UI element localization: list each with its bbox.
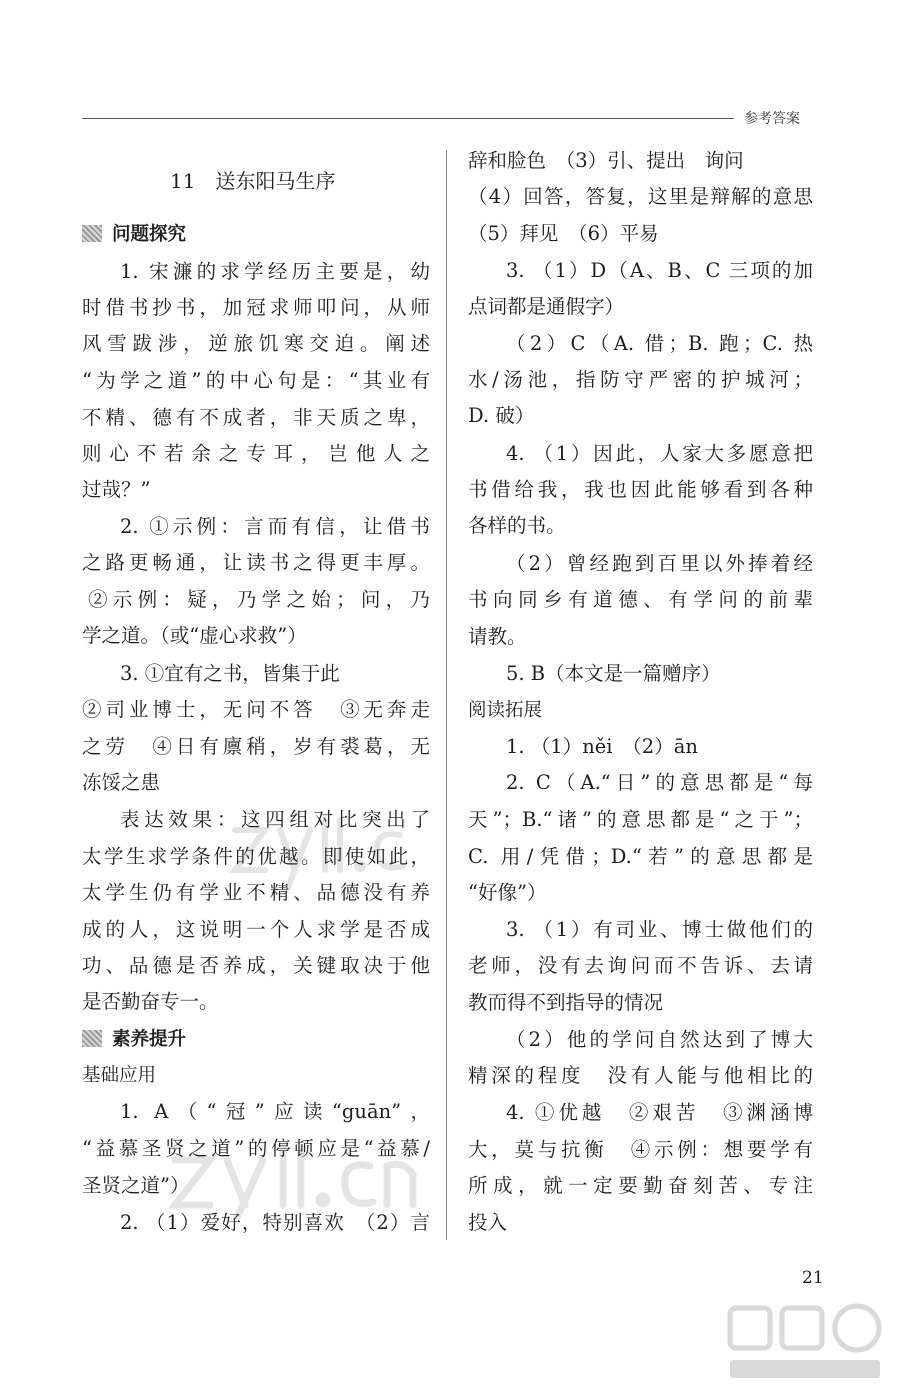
heading-literacy-improvement [82, 1024, 430, 1056]
answer-line: “益慕圣贤之道”的停顿应是“益慕/ [82, 1137, 430, 1160]
answer-line: 4. ①优越 ②艰苦 ③渊涵博 [506, 1101, 813, 1124]
answer-line: C. 用/凭借；D.“若”的意思都是 [468, 845, 813, 868]
answer-line: 点词都是通假字） [468, 295, 625, 318]
answer-line: 1. A（“冠”应读“guān”， [120, 1100, 430, 1123]
answer-line: 精深的程度 没有人能与他相比的 [468, 1064, 813, 1087]
answer-line: 1. 宋濂的求学经历主要是，幼 [120, 260, 430, 283]
answer-line: （2）C（A. 借；B. 跑；C. 热 [506, 332, 813, 355]
answer-line: 学之道。（或“虚心求救”） [82, 624, 307, 647]
answer-line: ②示例：疑，乃学之始；问，乃 [88, 588, 430, 611]
answer-line: ②司业博士，无问不答 ③无奔走 [82, 698, 430, 721]
heading-marker-icon [82, 225, 102, 242]
answer-line: 老师，没有去询问而不告诉、去请 [468, 954, 813, 977]
answer-line: 圣贤之道”） [82, 1174, 190, 1197]
watermark-logo [722, 1300, 892, 1385]
answer-line: （4）回答，答复，这里是辩解的意思 [468, 185, 813, 208]
answer-line: 教而得不到指导的情况 [468, 991, 664, 1014]
page-number: 21 [802, 1268, 824, 1288]
answer-line: 成的人，这说明一个人求学是否成 [82, 918, 430, 941]
answer-line: 太学生求学条件的优越。即使如此， [82, 845, 430, 868]
heading-marker-icon [82, 1030, 102, 1047]
answer-line: （2）曾经跑到百里以外捧着经 [506, 552, 813, 575]
answer-line: 5. B（本文是一篇赠序） [506, 662, 721, 685]
answer-line: 1. （1）něi （2）ān [506, 735, 698, 758]
answer-line: 辞和脸色 （3）引、提出 询问 [468, 149, 744, 172]
answer-line: 2. ①示例：言而有信，让借书 [120, 515, 430, 538]
answer-line: 太学生仍有学业不精、品德没有养 [82, 881, 430, 904]
subheading-reading-extension: 阅读拓展 [468, 700, 543, 721]
answer-line: 2. （1）爱好，特别喜欢 （2）言 [120, 1211, 430, 1234]
answer-line: 表达效果：这四组对比突出了 [120, 808, 430, 831]
answer-line: 4. （1）因此，人家大多愿意把 [506, 442, 813, 465]
answer-line: 之路更畅通，让读书之得更丰厚。 [82, 551, 430, 574]
answer-line: 水/汤池，指防守严密的护城河； [468, 368, 813, 391]
answer-line: 3. ①宜有之书，皆集于此 [120, 662, 340, 685]
answer-line: 功、品德是否养成，关键取决于他 [82, 954, 430, 977]
answer-line: 书向同乡有道德、有学问的前辈 [468, 588, 813, 611]
subheading-basic-application: 基础应用 [82, 1065, 157, 1086]
heading-text: 素养提升 [112, 1029, 187, 1050]
section-title: 11 送东阳马生序 [170, 169, 336, 193]
answer-line: 过哉？” [82, 478, 151, 501]
answer-line: （5）拜见 （6）平易 [468, 222, 659, 245]
answer-line: 投入 [468, 1211, 508, 1234]
answer-line: 书借给我，我也因此能够看到各种 [468, 478, 813, 501]
answer-line: 之劳 ④日有廪稍，岁有裘葛，无 [82, 735, 430, 758]
answer-line: 时借书抄书，加冠求师叩问，从师 [82, 296, 430, 319]
answer-line: 请教。 [468, 625, 527, 648]
answer-line: D. 破） [468, 404, 535, 427]
answer-line: 2. C（A.“日”的意思都是“每 [506, 771, 813, 794]
column-divider [446, 150, 447, 1240]
answer-line: 风雪跋涉，逆旅饥寒交迫。阐述 [82, 332, 430, 355]
answer-line: 天”；B.“诸”的意思都是“之于”； [468, 808, 813, 831]
answer-line: 冻馁之患 [82, 771, 161, 794]
answer-line: （2）他的学问自然达到了博大 [506, 1028, 813, 1051]
answer-line: 大，莫与抗衡 ④示例：想要学有 [468, 1138, 813, 1161]
answer-line: 3. （1）D（A、B、C 三项的加 [506, 259, 813, 282]
header-rule [82, 118, 734, 119]
answer-line: 是否勤奋专一。 [82, 990, 219, 1013]
answer-line: 所成，就一定要勤奋刻苦、专注 [468, 1174, 813, 1197]
header-label: 参考答案 [744, 111, 800, 127]
heading-text: 问题探究 [112, 224, 187, 245]
answer-line: “好像”） [468, 881, 547, 904]
answer-line: “为学之道”的中心句是：“其业有 [82, 369, 430, 392]
answer-line: 不精、德有不成者，非天质之卑， [82, 406, 430, 429]
answer-line: 各样的书。 [468, 514, 566, 537]
answer-line: 则心不若余之专耳，岂他人之 [82, 442, 430, 465]
answer-line: 3. （1）有司业、博士做他们的 [506, 918, 813, 941]
heading-problem-inquiry [82, 219, 430, 251]
